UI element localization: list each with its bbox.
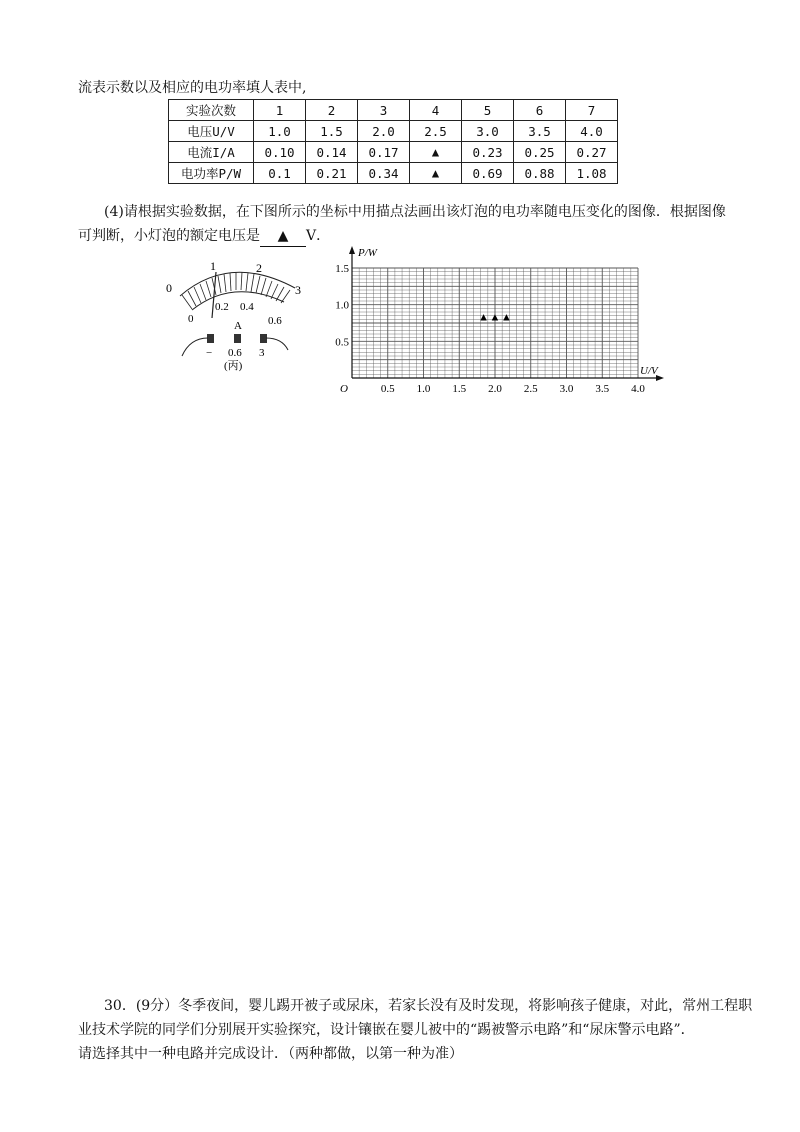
ammeter-top-label: 1	[210, 259, 216, 273]
power-voltage-chart	[330, 244, 670, 394]
ammeter-bottom-label: 0.2	[215, 301, 229, 313]
y-axis-arrow	[349, 246, 355, 254]
table-row	[169, 121, 618, 142]
ammeter-bottom-label: 0.6	[268, 315, 282, 327]
terminal-label: 3	[259, 347, 265, 359]
table-cell: 电流I/A	[169, 142, 254, 163]
table-cell: ▲	[410, 163, 462, 184]
table-cell: ▲	[410, 142, 462, 163]
table-cell: 3.0	[462, 121, 514, 142]
x-tick-label: 4.0	[631, 383, 645, 394]
intro-line: 流表示数以及相应的电功率填人表中,	[78, 80, 307, 96]
ammeter-scale-inner-arc	[192, 292, 284, 310]
table-cell: 3	[358, 100, 410, 121]
y-tick-label: 1.5	[335, 263, 349, 275]
origin-label: O	[340, 383, 348, 394]
table-cell: 7	[566, 100, 618, 121]
table-row	[169, 100, 618, 121]
terminal-negative	[207, 334, 214, 343]
table-cell: 实验次数	[169, 100, 254, 121]
data-point: ▲	[500, 311, 512, 324]
figure-caption: (丙)	[224, 360, 243, 372]
ammeter-case-arc	[182, 338, 208, 356]
data-table	[168, 99, 618, 184]
table-cell: 0.17	[358, 142, 410, 163]
table-cell: 0.69	[462, 163, 514, 184]
terminal-0-6	[234, 334, 241, 343]
ammeter-figure	[160, 258, 320, 383]
table-cell: 1.5	[306, 121, 358, 142]
terminal-label: 0.6	[228, 347, 242, 359]
x-tick-label: 1.5	[452, 383, 467, 394]
ammeter-top-label: 0	[166, 281, 172, 295]
chart-points	[478, 311, 512, 323]
table-cell: 0.14	[306, 142, 358, 163]
x-tick-label: 2.0	[488, 383, 502, 394]
data-point: ▲	[478, 311, 490, 324]
ammeter-ticks	[182, 272, 290, 309]
table-cell: 0.27	[566, 142, 618, 163]
table-row	[169, 163, 618, 184]
y-axis-label: P/W	[358, 247, 377, 259]
table-cell: 电压U/V	[169, 121, 254, 142]
terminal-3	[260, 334, 267, 343]
table-cell: 0.34	[358, 163, 410, 184]
ammeter-unit: A	[234, 320, 242, 332]
y-tick-label: 1.0	[335, 299, 349, 312]
ammeter-bottom-label: 0	[188, 313, 194, 325]
table-row	[169, 142, 618, 163]
table-cell: 1.08	[566, 163, 618, 184]
ammeter-case-arc	[266, 338, 288, 350]
question4-prefix: 可判断，小灯泡的额定电压是	[78, 228, 260, 244]
table-cell: 2.5	[410, 121, 462, 142]
question4-suffix: V．	[306, 228, 331, 244]
table-cell: 2	[306, 100, 358, 121]
table-cell: 1	[254, 100, 306, 121]
x-tick-label: 3.5	[595, 383, 610, 394]
question30-line3: 请选择其中一种电路并完成设计．（两种都做，以第一种为准）	[78, 1046, 463, 1062]
table-cell: 0.21	[306, 163, 358, 184]
y-tick-label: 0.5	[335, 336, 349, 349]
x-tick-label: 2.5	[523, 383, 538, 394]
answer-blank[interactable]: ▲	[260, 226, 306, 247]
x-tick-label: 3.0	[559, 383, 574, 394]
x-tick-label: 1.0	[416, 383, 431, 394]
table-cell: 1.0	[254, 121, 306, 142]
question4-line2	[78, 226, 330, 247]
table-cell: 3.5	[514, 121, 566, 142]
table-cell: 0.88	[514, 163, 566, 184]
table-cell: 0.1	[254, 163, 306, 184]
table-cell: 0.23	[462, 142, 514, 163]
table-cell: 4.0	[566, 121, 618, 142]
table-cell: 0.10	[254, 142, 306, 163]
table-cell: 4	[410, 100, 462, 121]
x-axis-label: U/V	[640, 365, 658, 377]
table-cell: 电功率P/W	[169, 163, 254, 184]
ammeter-bottom-label: 0.4	[240, 301, 254, 313]
table-cell: 6	[514, 100, 566, 121]
ammeter-top-label: 3	[295, 283, 301, 297]
table-cell: 2.0	[358, 121, 410, 142]
data-point: ▲	[489, 311, 501, 324]
terminal-label: −	[206, 347, 213, 359]
question30-line1: 30．(9分）冬季夜间，婴儿踢开被子或尿床，若家长没有及时发现，将影响孩子健康，对此，常州工程职	[104, 998, 753, 1014]
table-cell: 0.25	[514, 142, 566, 163]
ammeter-top-label: 2	[256, 261, 262, 275]
x-tick-label: 0.5	[380, 383, 395, 394]
table-cell: 5	[462, 100, 514, 121]
question4-line1: (4)请根据实验数据，在下图所示的坐标中用描点法画出该灯泡的电功率随电压变化的图像．根据图像	[104, 204, 726, 220]
question30-line2: 业技术学院的同学们分别展开实验探究，设计镶嵌在婴儿被中的“踢被警示电路”和“尿床警示电路”．	[78, 1022, 695, 1038]
